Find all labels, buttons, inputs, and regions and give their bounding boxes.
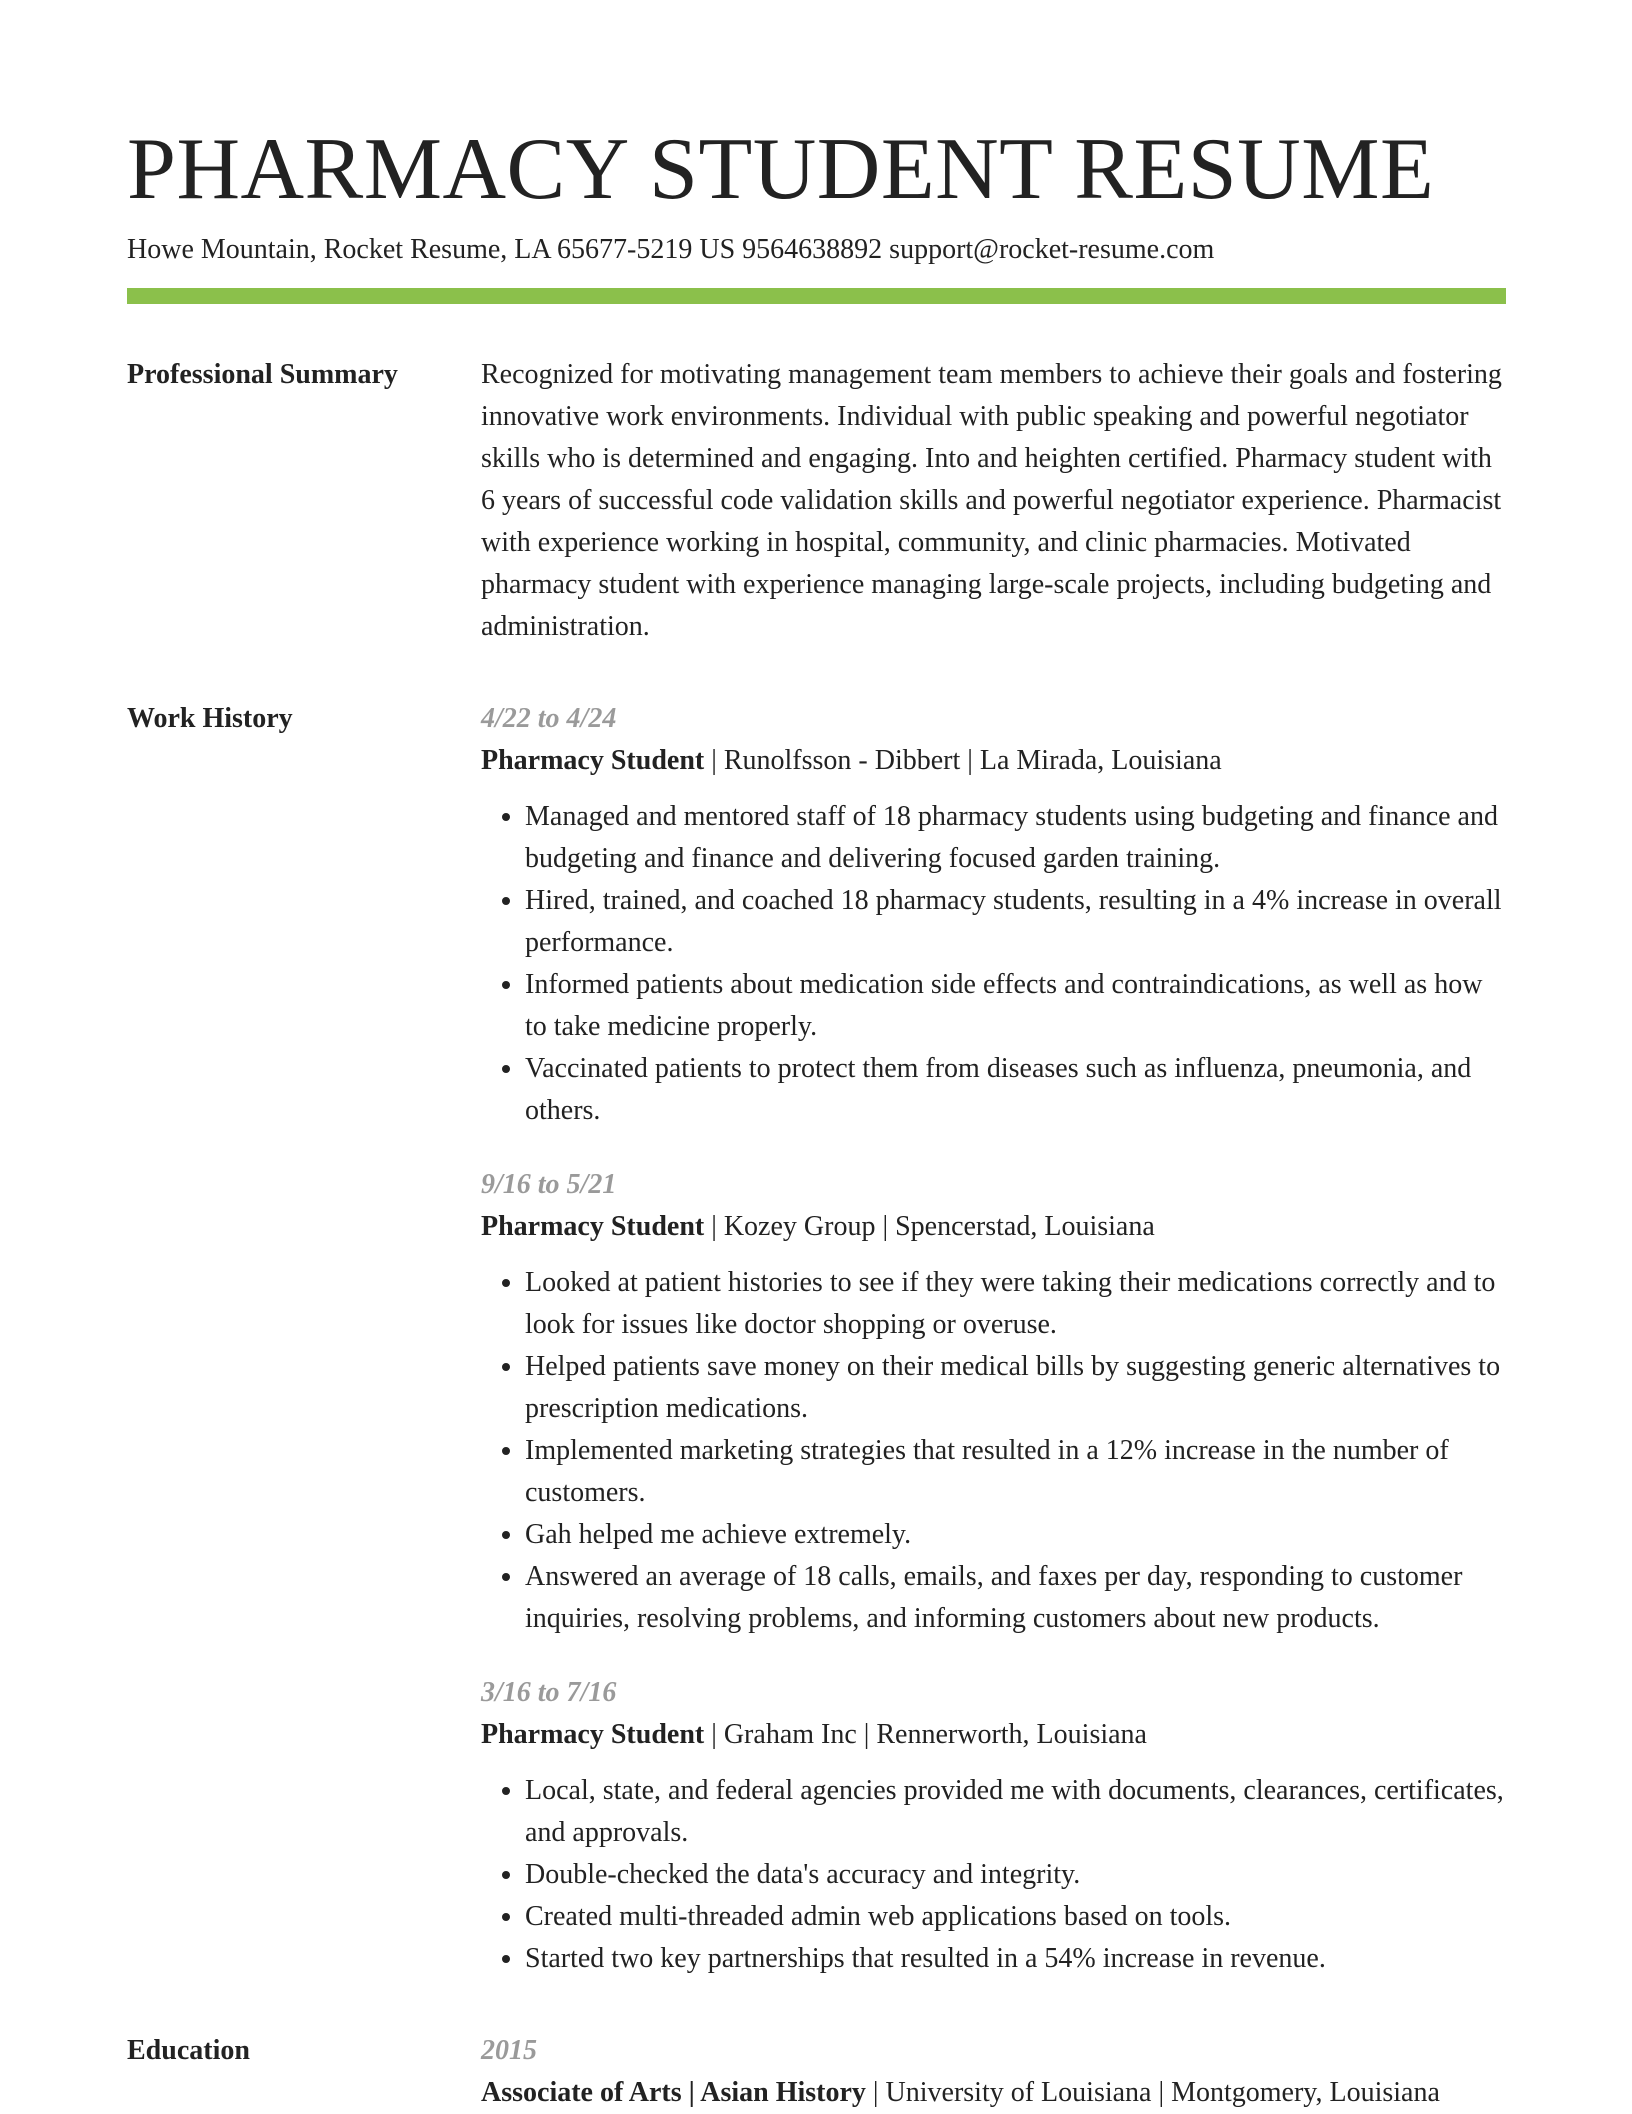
job-details: | Runolfsson - Dibbert | La Mirada, Louisiana — [704, 745, 1222, 776]
summary-text: Recognized for motivating management team members to achieve their goals and fostering innovative work environments. Individual with public speaking and powerful negotiator skills who is determined and engaging. Into and heighten certified. Pharmacy student with 6 years of successful code validation skills and powerful negotiator experience. Pharmacist with experience working in hospital, community, and clinic pharmacies. Motivated pharmacy student with experience managing large-scale projects, including budgeting and administration. — [481, 359, 1502, 642]
job-bullet: • Answered an average of 18 calls, emails, and faxes per day, responding to customer inquiries, resolving problems, and informing customers about new products. — [525, 1556, 1506, 1640]
job-entry — [481, 698, 1506, 1132]
job-details: | Graham Inc | Rennerworth, Louisiana — [704, 1719, 1147, 1750]
job-bullet: • Created multi-threaded admin web applications based on tools. — [525, 1896, 1506, 1938]
summary-section — [127, 354, 1506, 648]
education-section — [127, 2030, 1506, 2114]
job-bullets — [481, 1770, 1506, 1980]
resume-title: PHARMACY STUDENT RESUME — [127, 121, 1435, 218]
education-details: | University of Louisiana | Montgomery, Louisiana — [865, 2077, 1440, 2108]
job-bullet: • Managed and mentored staff of 18 pharmacy students using budgeting and finance and budgeting and finance and delivering focused garden training. — [525, 796, 1506, 880]
education-body — [481, 2030, 1506, 2114]
accent-divider — [127, 288, 1506, 304]
work-history-section — [127, 698, 1506, 1980]
job-bullet: • Informed patients about medication side effects and contraindications, as well as how to take medicine properly. — [525, 964, 1506, 1048]
job-bullet: • Double-checked the data's accuracy and integrity. — [525, 1854, 1506, 1896]
job-role: Pharmacy Student — [481, 745, 705, 776]
work-history-body — [481, 698, 1506, 1980]
job-entry — [481, 1672, 1506, 1980]
education-degree: Associate of Arts | Asian History — [481, 2077, 866, 2108]
education-year: 2015 — [481, 2035, 537, 2066]
job-role-line — [481, 1206, 1506, 1248]
job-bullet: • Vaccinated patients to protect them from diseases such as influenza, pneumonia, and others. — [525, 1048, 1506, 1132]
education-line — [481, 2072, 1506, 2114]
job-bullet: • Started two key partnerships that resulted in a 54% increase in revenue. — [525, 1938, 1506, 1980]
job-bullet: • Looked at patient histories to see if they were taking their medications correctly and to look for issues like doctor shopping or overuse. — [525, 1262, 1506, 1346]
job-bullet: • Gah helped me achieve extremely. — [525, 1514, 1506, 1556]
education-heading: Education — [127, 2035, 250, 2066]
job-bullets — [481, 796, 1506, 1132]
contact-line: Howe Mountain, Rocket Resume, LA 65677-5219 US 9564638892 support@rocket-resume.com — [127, 234, 1215, 265]
summary-heading: Professional Summary — [127, 359, 398, 390]
resume-page — [127, 120, 1506, 2114]
job-bullet: • Helped patients save money on their medical bills by suggesting generic alternatives to prescription medications. — [525, 1346, 1506, 1430]
job-entry — [481, 1164, 1506, 1640]
job-role-line — [481, 740, 1506, 782]
job-role: Pharmacy Student — [481, 1211, 705, 1242]
work-history-heading: Work History — [127, 703, 293, 734]
job-details: | Kozey Group | Spencerstad, Louisiana — [704, 1211, 1155, 1242]
job-dates: 4/22 to 4/24 — [481, 703, 617, 734]
job-dates: 3/16 to 7/16 — [481, 1677, 617, 1708]
job-dates: 9/16 to 5/21 — [481, 1169, 617, 1200]
summary-body — [481, 354, 1506, 648]
job-bullet: • Local, state, and federal agencies provided me with documents, clearances, certificates, and approvals. — [525, 1770, 1506, 1854]
job-role: Pharmacy Student — [481, 1719, 705, 1750]
job-bullet: • Hired, trained, and coached 18 pharmacy students, resulting in a 4% increase in overall performance. — [525, 880, 1506, 964]
job-bullet: • Implemented marketing strategies that resulted in a 12% increase in the number of customers. — [525, 1430, 1506, 1514]
job-role-line — [481, 1714, 1506, 1756]
job-bullets — [481, 1262, 1506, 1640]
